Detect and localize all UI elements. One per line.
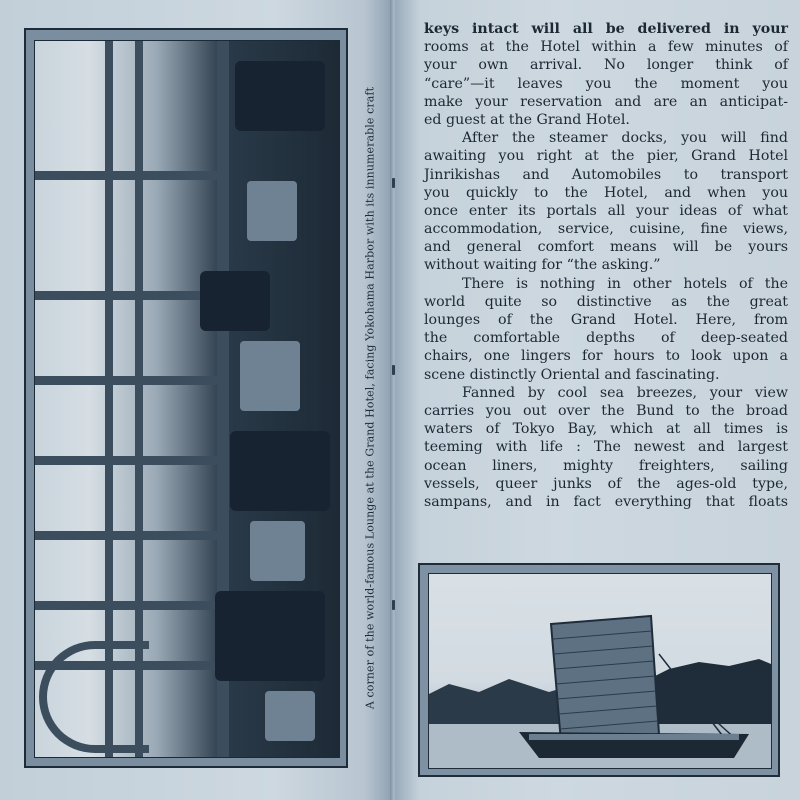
text-line: your own arrival. No longer think of	[424, 57, 788, 74]
text-line: Jinrikishas and Automobiles to transport	[424, 166, 788, 183]
text-line: world quite so distinctive as the great	[424, 293, 788, 310]
hull-rail	[529, 734, 739, 740]
table-silhouette	[215, 591, 325, 681]
text-line: without waiting for “the asking.”	[424, 257, 661, 274]
text-line: keys intact will all be delivered in your	[424, 21, 788, 37]
text-line: accommodation, service, cuisine, fine views,	[424, 221, 788, 238]
binding-stitch	[392, 600, 395, 610]
window-mullion	[35, 456, 225, 465]
lounge-photo-image	[34, 40, 340, 758]
window-mullion	[35, 291, 225, 300]
text-line: There is nothing in other hotels of the	[462, 275, 788, 292]
text-line: waters of Tokyo Bay, which at all times is	[424, 421, 788, 438]
binding-stitch	[392, 365, 395, 375]
text-line: After the steamer docks, you will find	[462, 130, 788, 147]
window-mullion	[35, 601, 225, 610]
junk-photo	[418, 563, 780, 777]
text-line: once enter its portals all your ideas of what	[424, 202, 788, 219]
text-line: vessels, queer junks of the ages-old type,	[424, 475, 788, 492]
lounge-photo	[24, 28, 348, 768]
junk-photo-image	[428, 573, 772, 769]
text-line: Fanned by cool sea breezes, your view	[462, 384, 788, 401]
text-line: rooms at the Hotel within a few minutes of	[424, 39, 788, 56]
text-line: “care”—it leaves you the moment you	[424, 75, 788, 92]
text-line: and general comfort means will be yours	[424, 239, 788, 256]
binding-stitch	[392, 178, 395, 188]
text-line: sampans, and in fact everything that floats	[424, 493, 788, 510]
wicker-chair	[240, 341, 300, 411]
window-mullion	[35, 171, 225, 180]
window-arch	[39, 641, 149, 753]
text-line: awaiting you right at the pier, Grand Hotel	[424, 148, 788, 165]
figure-silhouette	[200, 271, 270, 331]
window-mullion	[35, 376, 225, 385]
wicker-chair	[247, 181, 297, 241]
photo-caption-text: A corner of the world-famous Lounge at the Grand Hotel, facing Yokohama Harbor with its innumerable craft	[363, 86, 377, 710]
left-page	[0, 0, 392, 800]
text-line: you quickly to the Hotel, and when you	[424, 184, 788, 201]
text-line: carries you out over the Bund to the broad	[424, 402, 788, 419]
text-line: chairs, one lingers for hours to look upon a	[424, 348, 788, 365]
photo-caption	[359, 28, 381, 768]
chair-silhouette	[235, 61, 325, 131]
text-line: lounges of the Grand Hotel. Here, from	[424, 312, 788, 328]
wicker-chair	[265, 691, 315, 741]
text-line: make your reservation and are an anticipat-	[424, 93, 788, 110]
body-text	[424, 20, 788, 511]
text-line: scene distinctly Oriental and fascinating.	[424, 366, 720, 383]
window-mullion	[35, 531, 225, 540]
junk-boat-illustration	[429, 574, 771, 768]
chair-silhouette	[230, 431, 330, 511]
text-line: ed guest at the Grand Hotel.	[424, 111, 630, 128]
text-line: the comfortable depths of deep-seated	[424, 330, 788, 347]
text-line: ocean liners, mighty freighters, sailing	[424, 457, 788, 474]
text-line: teeming with life : The newest and largest	[424, 439, 788, 456]
wicker-chair	[250, 521, 305, 581]
